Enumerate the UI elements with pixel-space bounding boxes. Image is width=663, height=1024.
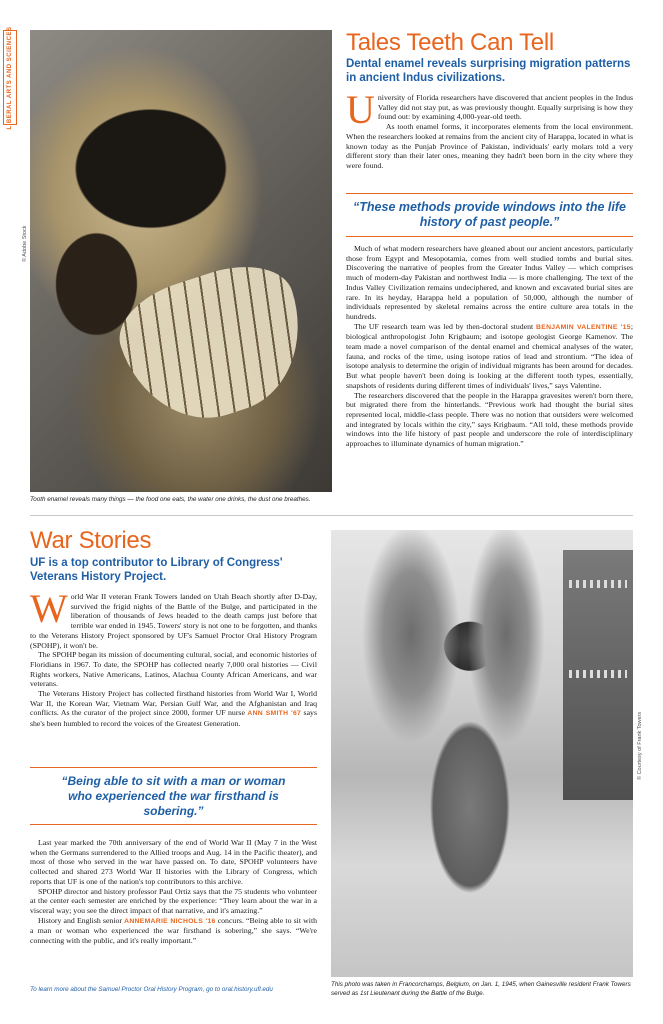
- skull-caption: Tooth enamel reveals many things — the food one eats, the water one drinks, the dust one breathes.: [30, 496, 311, 503]
- dropcap-u: U: [346, 87, 375, 132]
- article2-paragraph-5: SPOHP director and history professor Paul Ortiz says that the 75 students who volunteer at the center each semester are enriched by the experience: “They learn about the war in a visceral way; you see the direct impact of that narrative, and it's amazing.”: [30, 886, 317, 915]
- article2-title: War Stories: [30, 527, 152, 554]
- section-tag: LIBERAL ARTS AND SCIENCES: [3, 30, 17, 125]
- article2-paragraph-3: The Veterans History Project has collected firsthand histories from World War I, World War II, the Korean War, Vietnam War, Persian Gulf War, and the Afghanistan and Iraq conflicts. As the curator of the project since 2000, former UF nurse ANN SMITH '67 says she's been humbled to record the voices of the Greatest Generation.: [30, 689, 317, 729]
- article1-subtitle: Dental enamel reveals surprising migration patterns in ancient Indus civilizations.: [346, 58, 631, 84]
- article2-footnote: To learn more about the Samuel Proctor Oral History Program, go to oral.history.ufl.edu: [30, 986, 273, 993]
- article1-paragraph-2: As tooth enamel forms, it incorporates elements from the local environment. When the researchers looked at remains from the ancient city of Harappa, located in what is known today as the Punjab Province of Pakistan, individuals' early molars told a very different story than their later ones, meaning they hadn't been born in the city where they were found.: [346, 122, 633, 170]
- article2-pull-quote: “Being able to sit with a man or woman who experienced the war firsthand is sobering.”: [30, 767, 317, 825]
- article1-title: Tales Teeth Can Tell: [346, 29, 554, 56]
- name-highlight: ANN SMITH '67: [247, 710, 302, 718]
- photo-credit-skull: © Adobe Stock: [22, 225, 28, 262]
- article1-intro: University of Florida researchers have discovered that ancient peoples in the Indus Valley did not stay put, as was previously thought. Equally surprising is how they found out: by examining 4,000-year-old teeth. As tooth enamel forms, it incorporates elements from the local environment. When the researchers looked at remains from the ancient city of Harappa, located in what is known today as the Punjab Province of Pakistan, individuals' early molars told a very different story than their later ones, meaning they hadn't been born in the city where they were found.: [346, 87, 633, 170]
- article2-paragraph-6: History and English senior ANNEMARIE NICHOLS '16 concurs. “Being able to sit with a man or woman who experienced the war firsthand is sobering,” she says. “We're connecting with the public, and it's really important.”: [30, 915, 318, 946]
- article1-paragraph-4: The UF research team was led by then-doctoral student BENJAMIN VALENTINE '15; biological anthropologist John Krigbaum; and isotope geologist George Kamenov. The team made a novel comparison of the dental enamel and chemical analyses of the water, fauna, and rocks of the time, using isotope ratios of lead and strontium. “The idea of isotope analysis to determine the origin of individual migrants has been around for decades. But what people haven't been doing is looking at the different tooth types, essentially, snapshots of residents during different times of individuals' lives,” says Valentine.: [346, 321, 633, 390]
- name-highlight: ANNEMARIE NICHOLS '16: [124, 917, 216, 925]
- article2-intro: World War II veteran Frank Towers landed on Utah Beach shortly after D-Day, survived the frigid nights of the Battle of the Bulge, and participated in the liberation of thousands of Jews headed to the death camps just before that terrible war ended in 1945. Towers' story is not one to be forgotten, and thanks to the Veterans History Project sponsored by UF's Samuel Proctor Oral History Program (SPOHP), it won't be. The SPOHP began its mission of documenting cultural, social, and economic histories of Floridians in 1967. To date, the SPOHP has collected nearly 7,000 oral histories — Civil Rights workers, Native Americans, Latinos, Alachua County African Americans, and war veterans. The Veterans History Project has collected firsthand histories from World War I, World War II, the Korean War, Vietnam War, Persian Gulf War, and the Afghanistan and Iraq conflicts. As the curator of the project since 2000, former UF nurse ANN SMITH '67 says she's been humbled to record the voices of the Greatest Generation.: [30, 586, 317, 729]
- article1-paragraph-5: The researchers discovered that the people in the Harappa gravesites weren't born there, but migrated there from the hinterlands. “Previous work had thought the burial sites represented local, middle-class people. There was no notion that outsiders were welcomed and integrated by locals within the city,” says Krigbaum. “All told, these methods provide windows into the life history of past people and underscore the role of interdisciplinary approaches to illuminate dynamics of human migration.”: [346, 390, 633, 449]
- name-highlight: BENJAMIN VALENTINE '15: [536, 323, 631, 331]
- skull-photo: [30, 30, 332, 492]
- article1-body: [346, 244, 633, 449]
- article1-paragraph-3: Much of what modern researchers have gleaned about our ancient ancestors, particularly those from Egypt and Mesopotamia, comes from well studied tombs and burial sites. Discovering the narrative of peoples from the Greater Indus Valley — which comprises much of modern-day Pakistan and northwest India — is more challenging. The text of the Indus Valley Civilization remains undeciphered, and known and excavated burial sites are rare. In its heyday, Harappa held a population of 50,000, although the number of individuals represented by skeletal remains across the entire culture area totals in the hundreds.: [346, 244, 633, 321]
- teeth-detail: [108, 251, 322, 440]
- section-divider: [30, 515, 633, 516]
- snowy-tree: [451, 530, 561, 790]
- article2-paragraph-4: Last year marked the 70th anniversary of the end of World War II (May 7 in the West when the Germans surrendered to the Allied troops and Aug. 14 in the Pacific theater), and most of those who served in the war have passed on. To date, SPOHP volunteers have collected and shared 273 World War II histories with the Library of Congress, which reports that UF is one of the nation's top contributors to this archive.: [30, 838, 317, 886]
- article2-body: [30, 838, 317, 946]
- article2-subtitle: UF is a top contributor to Library of Congress' Veterans History Project.: [30, 557, 283, 583]
- article2-paragraph-2: The SPOHP began its mission of documenting cultural, social, and economic histories of Floridians in 1967. To date, the SPOHP has collected nearly 7,000 oral histories — Civil Rights workers, Native Americans, Latinos, Alachua County African Americans, and war veterans.: [30, 650, 317, 689]
- dropcap-w: W: [30, 586, 68, 631]
- soldier-photo: [331, 530, 633, 977]
- soldier-caption: This photo was taken in Francorchamps, Belgium, on Jan. 1, 1945, when Gainesville resident Frank Towers served as 1st Lieutenant during the Battle of the Bulge.: [331, 981, 631, 997]
- photo-credit-soldier: © Courtesy of Frank Towers: [637, 711, 643, 780]
- building: [563, 550, 633, 800]
- article1-pull-quote: “These methods provide windows into the life history of past people.”: [346, 193, 633, 237]
